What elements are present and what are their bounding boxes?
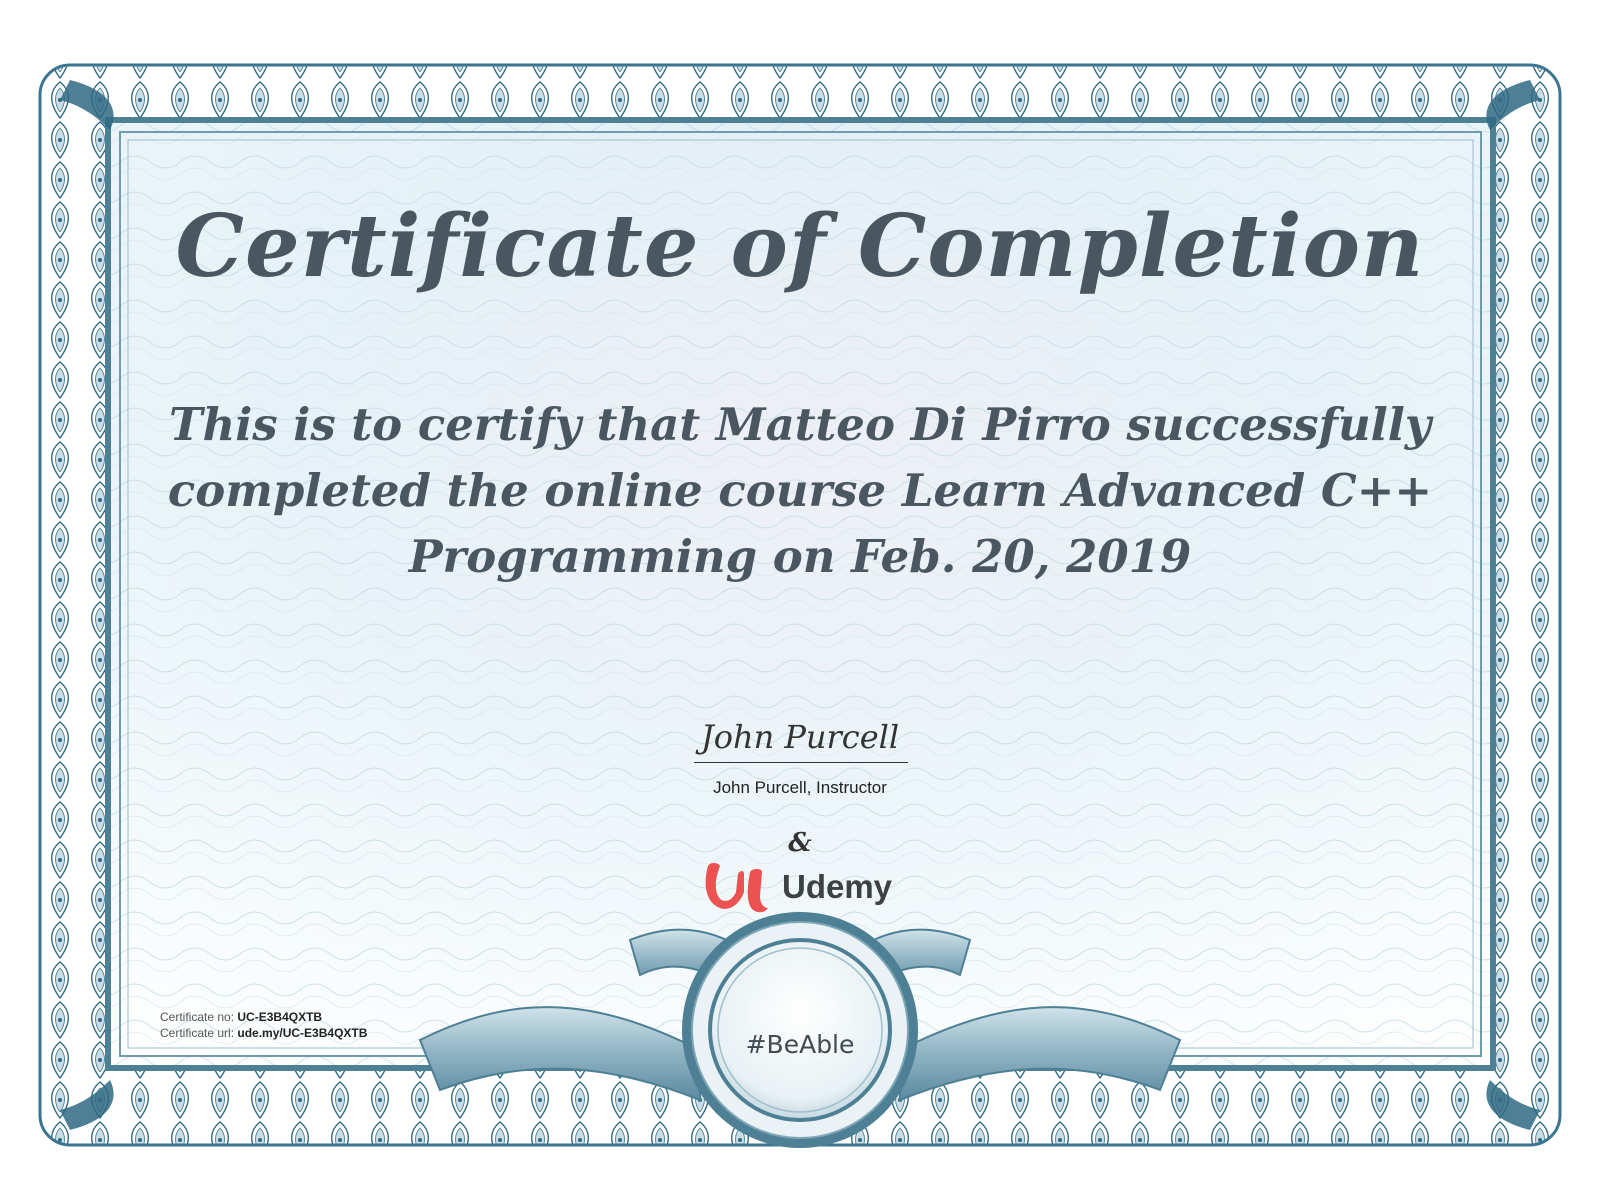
- signature-line: [694, 762, 908, 763]
- certificate-number-row: [160, 1009, 367, 1025]
- udemy-logo-icon: [700, 858, 774, 918]
- udemy-logo-text: Udemy: [782, 868, 893, 905]
- certificate-url-row: [160, 1025, 367, 1041]
- certificate-info: [160, 1009, 367, 1041]
- certificate-statement: [150, 392, 1450, 590]
- seal-text: #BeAble: [745, 1030, 855, 1059]
- certificate-url-label: Certificate url:: [160, 1026, 235, 1040]
- certificate-number: UC-E3B4QXTB: [237, 1010, 323, 1024]
- ampersand: &: [788, 828, 812, 858]
- certificate-url[interactable]: ude.my/UC-E3B4QXTB: [237, 1026, 368, 1040]
- statement-line-1: This is to certify that Matteo Di Pirro successfully: [169, 398, 1431, 451]
- certificate-number-label: Certificate no:: [160, 1010, 235, 1024]
- signature-caption: John Purcell, Instructor: [713, 778, 887, 797]
- statement-line-3: Programming on Feb. 20, 2019: [408, 530, 1192, 583]
- statement-line-2: completed the online course Learn Advanced C++: [167, 464, 1433, 517]
- instructor-signature: John Purcell: [700, 718, 900, 756]
- certificate-title: Certificate of Completion: [175, 196, 1425, 297]
- udemy-logo: [700, 858, 900, 918]
